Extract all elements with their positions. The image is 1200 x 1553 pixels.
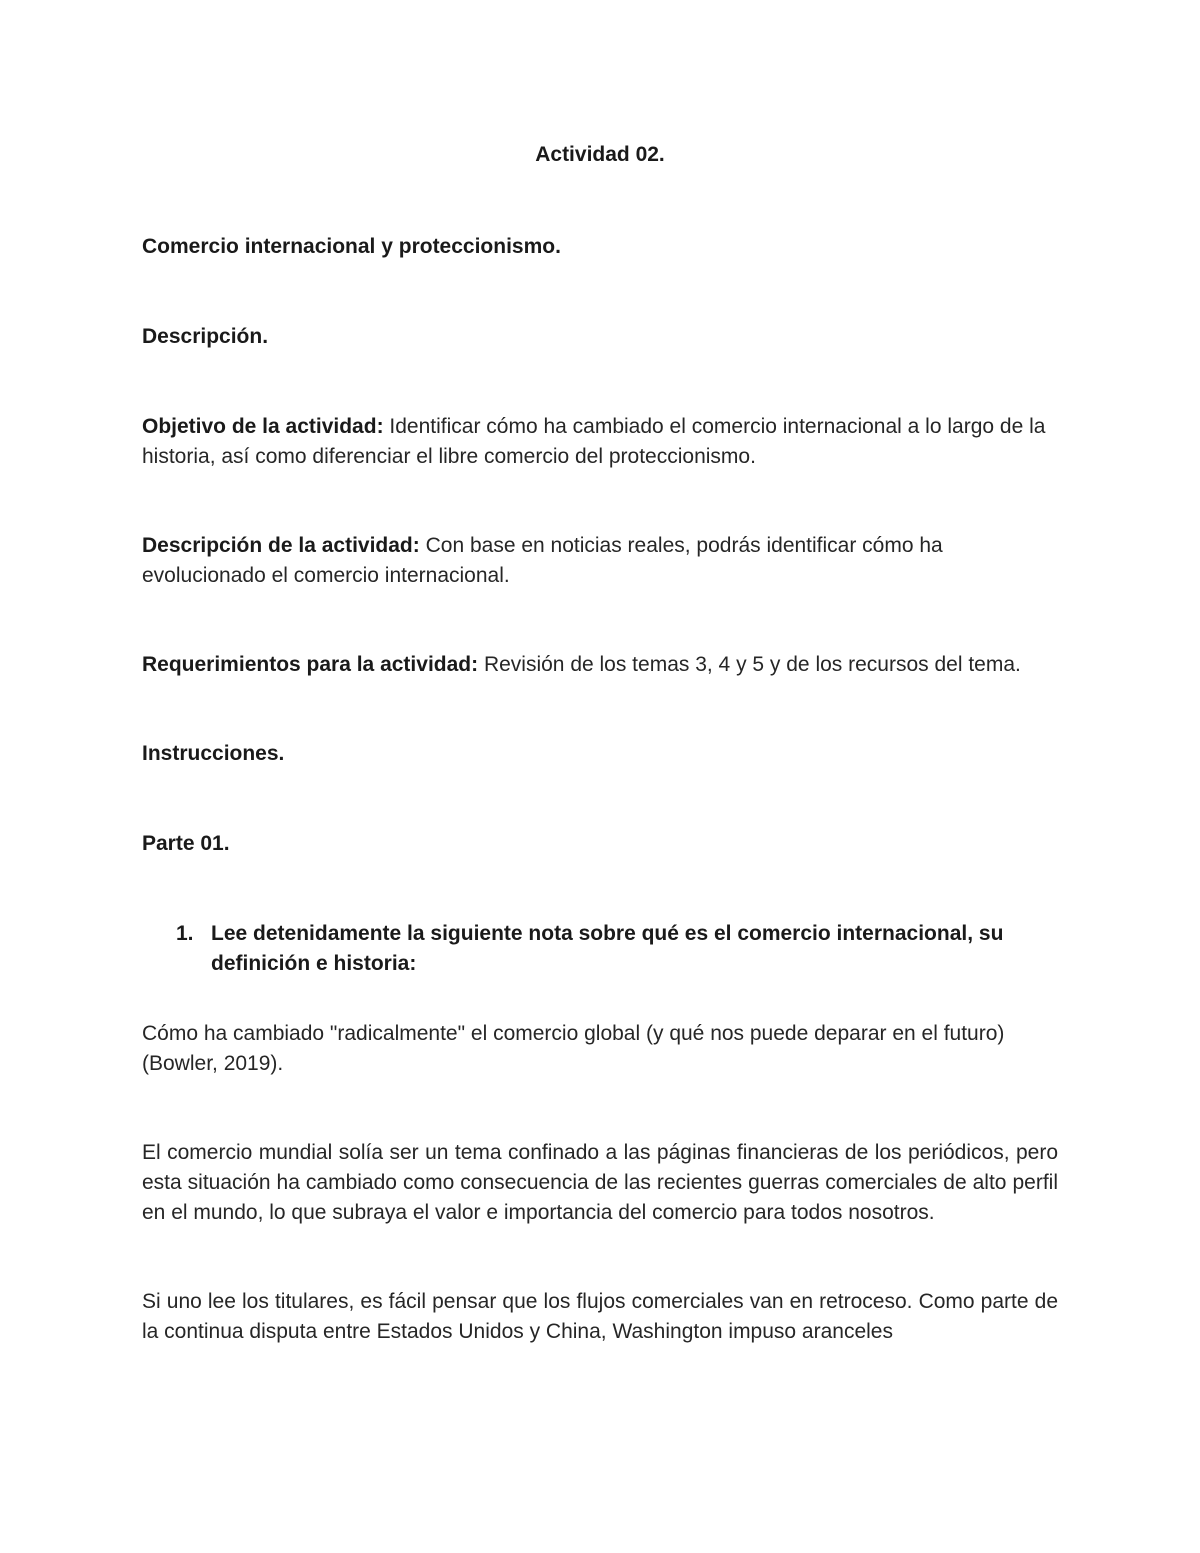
requerimientos-text: Revisión de los temas 3, 4 y 5 y de los recursos del tema. xyxy=(478,653,1021,676)
requerimientos-paragraph xyxy=(142,650,1058,680)
objetivo-text: Identificar cómo ha cambiado el comercio internacional a lo largo de la historia, así como diferenciar el libre comercio del proteccionismo. xyxy=(142,415,1046,468)
descripcion-actividad-text: Con base en noticias reales, podrás identificar cómo ha evolucionado el comercio internacional. xyxy=(142,534,943,587)
descripcion-actividad-label: Descripción de la actividad: xyxy=(142,534,420,557)
article-paragraph: El comercio mundial solía ser un tema confinado a las páginas financieras de los periódicos, pero esta situación ha cambiado como consecuencia de las recientes guerras comerciales de alto perfil en el mundo, lo que subraya el valor e importancia del comercio para todos nosotros. xyxy=(142,1141,1058,1224)
document-body xyxy=(142,140,1058,1347)
list-item-text: Lee detenidamente la siguiente nota sobre qué es el comercio internacional, su definición e historia: xyxy=(211,922,1004,975)
document-subtitle: Comercio internacional y proteccionismo. xyxy=(142,235,561,258)
article-title: Cómo ha cambiado "radicalmente" el comercio global (y qué nos puede deparar en el futuro) (Bowler, 2019). xyxy=(142,1022,1005,1075)
requerimientos-label: Requerimientos para la actividad: xyxy=(142,653,479,676)
descripcion-actividad-paragraph xyxy=(142,531,1058,591)
parte-heading: Parte 01. xyxy=(142,832,230,855)
list-item-number: 1. xyxy=(176,922,194,945)
descripcion-heading: Descripción. xyxy=(142,325,269,348)
objetivo-label: Objetivo de la actividad: xyxy=(142,415,384,438)
list-item xyxy=(142,919,1058,979)
objetivo-paragraph xyxy=(142,412,1058,472)
article-paragraph: Si uno lee los titulares, es fácil pensar que los flujos comerciales van en retroceso. Como parte de la continua disputa entre Estados Unidos y China, Washington impuso aranceles xyxy=(142,1290,1058,1343)
document-title: Actividad 02. xyxy=(535,143,665,166)
instrucciones-heading: Instrucciones. xyxy=(142,742,285,765)
